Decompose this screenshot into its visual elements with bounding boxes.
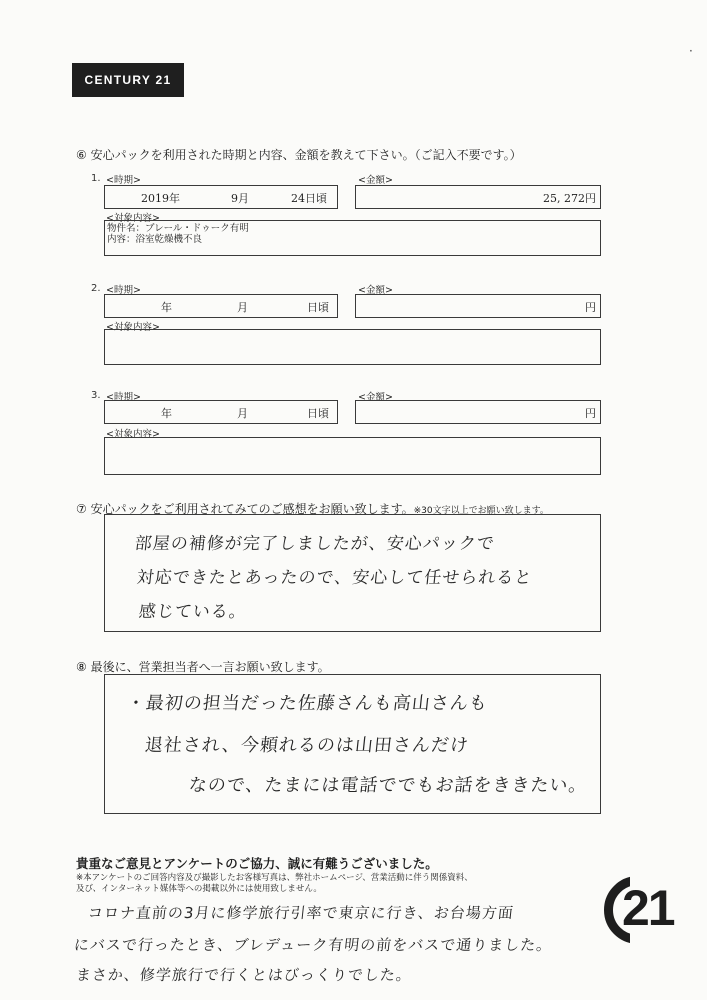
answer-7-line-2: 対応できたとあったので、安心して任せられると	[135, 568, 534, 588]
entry-1-period-label: <時期>	[106, 175, 141, 186]
entry-3-content-field[interactable]	[104, 437, 601, 475]
entry-3-content-label: <対象内容>	[106, 429, 160, 440]
entry-1-amount-label: <金額>	[358, 175, 393, 186]
entry-2-number: 2.	[91, 283, 101, 294]
answer-8-line-2: 退社され、今頼れるのは山田さんだけ	[143, 735, 471, 756]
entry-2-amount-field[interactable]	[355, 294, 601, 318]
entry-2-amount: 円	[585, 301, 596, 314]
entry-3-period-label: <時期>	[106, 392, 141, 403]
entry-1-year: 2019年	[141, 192, 180, 205]
answer-7-box[interactable]	[104, 514, 601, 632]
entry-1-day: 24日頃	[291, 192, 327, 205]
entry-1-month: 9月	[231, 192, 249, 205]
entry-2-period-label: <時期>	[106, 285, 141, 296]
entry-2-content-field[interactable]	[104, 329, 601, 365]
entry-3-amount-label: <金額>	[358, 392, 393, 403]
disclaimer	[76, 873, 473, 895]
answer-8-line-3: なので、たまには電話ででもお話をききたい。	[187, 775, 589, 796]
entry-3-month: 月	[237, 407, 248, 420]
entry-1-content-label: <対象内容>	[106, 213, 160, 224]
question-6-text: ⑥ 安心パックを利用された時期と内容、金額を教えて下さい。（ご記入不要です。）	[76, 148, 522, 162]
century21-logo: CENTURY 21	[72, 63, 184, 97]
entry-1-amount: 25, 272円	[543, 192, 596, 205]
entry-3-amount-field[interactable]	[355, 400, 601, 424]
entry-2-period-field[interactable]	[104, 294, 338, 318]
entry-1-period-field[interactable]	[104, 185, 338, 209]
entry-3-period-field[interactable]	[104, 400, 338, 424]
entry-2-content-label: <対象内容>	[106, 322, 160, 333]
entry-1-number: 1.	[91, 173, 101, 184]
entry-1-content-line-2: 内容：浴室乾燥機不良	[107, 234, 203, 245]
entry-2-year: 年	[161, 301, 172, 314]
entry-1-content-line-1: 物件名：ブレール・ドゥーク有明	[107, 223, 249, 234]
freeform-line-1: コロナ直前の3月に修学旅行引率で東京に行き、お台場方面	[87, 904, 515, 922]
freeform-line-3: まさか、修学旅行で行くとはびっくりでした。	[75, 966, 413, 984]
entry-3-day: 日頃	[307, 407, 329, 420]
thanks-text: 貴重なご意見とアンケートのご協力、誠に有難うございました。	[76, 856, 438, 871]
entry-1-amount-field[interactable]	[355, 185, 601, 209]
entry-3-number: 3.	[91, 390, 101, 401]
entry-3-year: 年	[161, 407, 172, 420]
freeform-line-2: にバスで行ったとき、ブレデューク有明の前をバスで通りました。	[73, 936, 554, 954]
entry-2-day: 日頃	[307, 301, 329, 314]
answer-8-box[interactable]	[104, 674, 601, 814]
question-7-main: ⑦ 安心パックをご利用されてみてのご感想をお願い致します。	[76, 502, 414, 516]
answer-7-line-3: 感じている。	[137, 602, 248, 622]
scan-mark: ·	[689, 44, 693, 58]
disclaimer-line-1: ※本アンケートのご回答内容及び撮影したお客様写真は、弊社ホームページ、営業活動に伴う関係資料、	[76, 873, 473, 883]
entry-1-content-field[interactable]	[104, 220, 601, 256]
question-7-note: ※30文字以上でお願い致します。	[413, 506, 549, 516]
entry-3-amount: 円	[585, 407, 596, 420]
answer-7-line-1: 部屋の補修が完了しましたが、安心パックで	[133, 534, 496, 554]
entry-2-amount-label: <金額>	[358, 285, 393, 296]
entry-2-month: 月	[237, 301, 248, 314]
question-8-text: ⑧ 最後に、営業担当者へ一言お願い致します。	[76, 660, 330, 674]
c21-brand-mark-number: 21	[622, 880, 674, 936]
disclaimer-line-2: 及び、インターネット媒体等への掲載以外には使用致しません。	[76, 884, 322, 894]
answer-8-line-1: ・最初の担当だった佐藤さんも高山さんも	[125, 693, 489, 714]
